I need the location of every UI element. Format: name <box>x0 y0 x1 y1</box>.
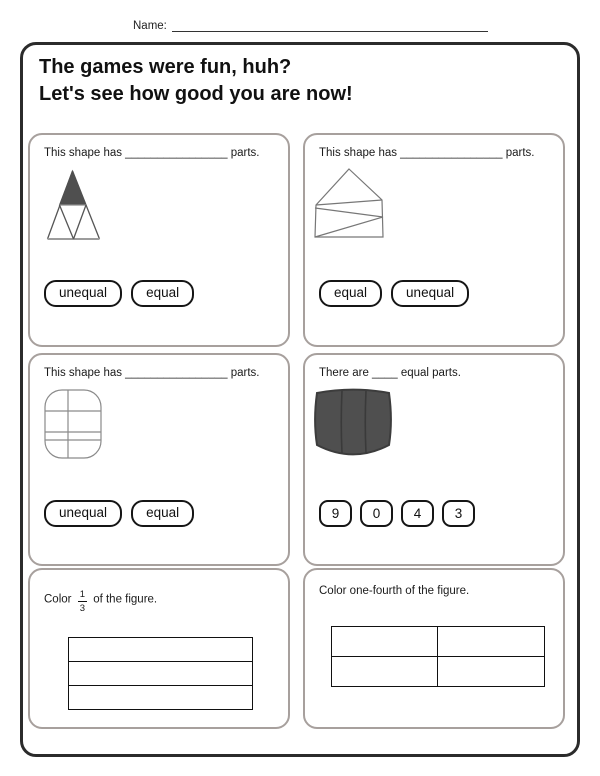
figure-row-1[interactable] <box>69 638 252 662</box>
question-3-prompt: This shape has ________________ parts. <box>44 367 260 379</box>
name-blank-line[interactable] <box>172 19 488 32</box>
name-row <box>133 19 488 32</box>
question-panel-1 <box>28 133 290 347</box>
figure-cell-2[interactable] <box>438 627 544 657</box>
question-5-prompt <box>44 588 288 614</box>
worksheet-title <box>39 54 353 108</box>
question-panel-2 <box>303 133 565 347</box>
pentagon-divided-shape <box>314 168 386 245</box>
answer-button-0[interactable]: 0 <box>360 500 393 527</box>
three-row-rectangle-figure <box>68 637 253 710</box>
answer-button-9[interactable]: 9 <box>319 500 352 527</box>
prompt-prefix: Color <box>44 593 72 606</box>
question-6-prompt: Color one-fourth of the figure. <box>319 585 470 597</box>
question-panel-5 <box>28 568 290 729</box>
question-2-prompt: This shape has ________________ parts. <box>319 147 535 159</box>
question-panel-6 <box>303 568 565 729</box>
figure-cell-4[interactable] <box>438 657 544 687</box>
fraction-one-third <box>78 590 87 613</box>
triangle-divided-shape <box>46 169 102 246</box>
answer-button-equal[interactable]: equal <box>131 500 194 527</box>
answer-buttons <box>44 500 194 527</box>
prompt-suffix: of the figure. <box>93 593 158 606</box>
question-4-prompt: There are ____ equal parts. <box>319 367 461 379</box>
title-line-1: The games were fun, huh? <box>39 56 292 78</box>
answer-button-equal[interactable]: equal <box>319 280 382 307</box>
two-by-two-grid-figure <box>331 626 545 687</box>
answer-button-unequal[interactable]: unequal <box>44 280 122 307</box>
fraction-denominator: 3 <box>79 602 85 614</box>
figure-row-2[interactable] <box>69 662 252 686</box>
answer-buttons <box>319 280 469 307</box>
answer-buttons <box>319 500 475 527</box>
question-panel-3 <box>28 353 290 566</box>
rounded-rectangle-divided-shape <box>44 389 102 464</box>
answer-buttons <box>44 280 194 307</box>
answer-button-4[interactable]: 4 <box>401 500 434 527</box>
answer-button-3[interactable]: 3 <box>442 500 475 527</box>
question-1-prompt: This shape has ________________ parts. <box>44 147 260 159</box>
title-line-2: Let's see how good you are now! <box>39 83 353 105</box>
fraction-numerator: 1 <box>79 589 85 600</box>
answer-button-unequal[interactable]: unequal <box>391 280 469 307</box>
name-label: Name: <box>133 20 167 32</box>
figure-cell-1[interactable] <box>332 627 438 657</box>
worksheet-frame <box>20 42 580 757</box>
figure-cell-3[interactable] <box>332 657 438 687</box>
cylinder-divided-shape <box>313 387 393 464</box>
question-panel-4 <box>303 353 565 566</box>
answer-button-unequal[interactable]: unequal <box>44 500 122 527</box>
answer-button-equal[interactable]: equal <box>131 280 194 307</box>
